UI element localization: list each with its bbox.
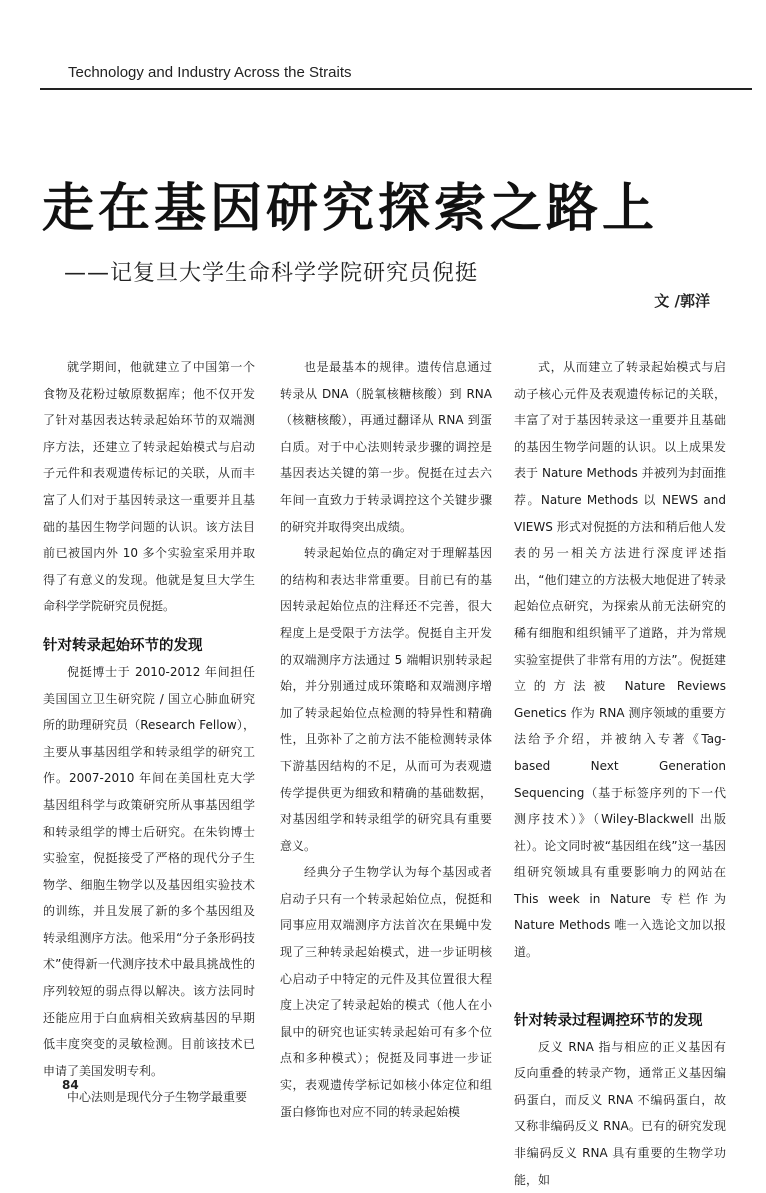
paragraph: 式，从而建立了转录起始模式与启动子核心元件及表观遗传标记的关联，丰富了对于基因转录这一重要并且基础的基因生物学问题的认识。以上成果发表于 Nature Methods 并被列为封面推荐。Nature Methods 以 NEWS and VIEWS 形式对倪挺的方法和稍后他人发表的另一相关方法进行深度评述指出，“他们建立的方法极大地促进了转录起始位点研究，为探索从前无法研究的稀有细胞和组织铺平了道路，并为常规实验室提供了非常有用的方法”。倪挺建立的方法被 Nature Reviews Genetics 作为 RNA 测序领域的重要方法给予介绍，并被纳入专著《Tag-based Next Generation Sequencing（基于标签序列的下一代测序技术）》（Wiley-Blackwell 出版社）。论文同时被“基因组在线”这一基因组研究领域具有重要影响力的网站在 This week in Nature 专栏作为 Nature Methods 唯一入选论文加以报道。 xyxy=(514,360,726,960)
section-heading: 针对转录起始环节的发现 xyxy=(43,637,203,654)
running-header: Technology and Industry Across the Straits xyxy=(68,64,352,81)
paragraph: 反义 RNA 指与相应的正义基因有反向重叠的转录产物，通常正义基因编码蛋白，而反义 RNA 不编码蛋白，故又称非编码反义 RNA。已有的研究发现非编码反义 RNA 具有重要的生物学功能，如 xyxy=(514,1039,726,1187)
section-heading: 针对转录过程调控环节的发现 xyxy=(514,1012,703,1029)
article-title: 走在基因研究探索之路上 xyxy=(42,178,659,239)
paragraph: 转录起始位点的确定对于理解基因的结构和表达非常重要。目前已有的基因转录起始位点的注释还不完善，很大程度上是受限于方法学。倪挺自主开发的双端测序方法通过 5 端帽识别转录起始，并分别通过成环策略和双端测序增加了转录起始位点检测的特异性和精确性，且弥补了之前方法不能检测转录体下游基因结构的不足，从而可为表观遗传学提供更为细致和精确的基础数据，对基因组学和转录组学的研究具有重要意义。 xyxy=(280,546,492,853)
paragraph: 也是最基本的规律。遗传信息通过转录从 DNA（脱氧核糖核酸）到 RNA（核糖核酸），再通过翻译从 RNA 到蛋白质。对于中心法则转录步骤的调控是基因表达关键的第一步。倪挺在过去六年间一直致力于转录调控这个关键步骤的研究并取得突出成绩。 xyxy=(280,360,492,534)
paragraph: 就学期间，他就建立了中国第一个食物及花粉过敏原数据库；他不仅开发了针对基因表达转录起始环节的双端测序方法，还建立了转录起始模式与启动子元件和表观遗传标记的关联，从而丰富了人们对于基因转录这一重要并且基础的基因生物学问题的认识。该方法目前已被国内外 10 多个实验室采用并取得了有意义的发现。他就是复旦大学生命科学学院研究员倪挺。 xyxy=(43,360,255,614)
text-column-2 xyxy=(280,354,492,1125)
byline: 文 /郭洋 xyxy=(654,292,710,310)
paragraph: 倪挺博士于 2010-2012 年间担任美国国立卫生研究院 / 国立心肺血研究所的助理研究员（Research Fellow），主要从事基因组学和转录组学的研究工作。2007-2010 年间在美国杜克大学基因组科学与政策研究所从事基因组学和转录组学的博士后研究。在朱钧博士实验室，倪挺接受了严格的现代分子生物学、细胞生物学以及基因组实验技术的训练，并且发展了新的多个基因组及转录组测序方法。他采用“分子条形码技术”使得新一代测序技术中最具挑战性的序列较短的弱点得以解决。该方法同时还能应用于白血病相关致病基因的早期低丰度突变的灵敏检测。目前该技术已申请了美国发明专利。 xyxy=(43,664,255,1078)
text-column-3 xyxy=(514,354,726,1193)
text-column-1 xyxy=(43,354,255,1111)
header-rule xyxy=(40,88,752,90)
paragraph: 中心法则是现代分子生物学最重要 xyxy=(67,1090,248,1105)
article-subtitle: ——记复旦大学生命科学学院研究员倪挺 xyxy=(64,261,479,286)
spacer xyxy=(514,966,726,1008)
spacer xyxy=(43,620,255,633)
paragraph: 经典分子生物学认为每个基因或者启动子只有一个转录起始位点，倪挺和同事应用双端测序方法首次在果蝇中发现了三种转录起始模式，进一步证明核心启动子中特定的元件及其位置很大程度上决定了转录起始的模式（他人在小鼠中的研究也证实转录起始可有多个位点和多种模式）；倪挺及同事进一步证实，表观遗传学标记如核小体定位和组蛋白修饰也对应不同的转录起始模 xyxy=(280,865,492,1119)
page-number: 84 xyxy=(62,1078,79,1092)
